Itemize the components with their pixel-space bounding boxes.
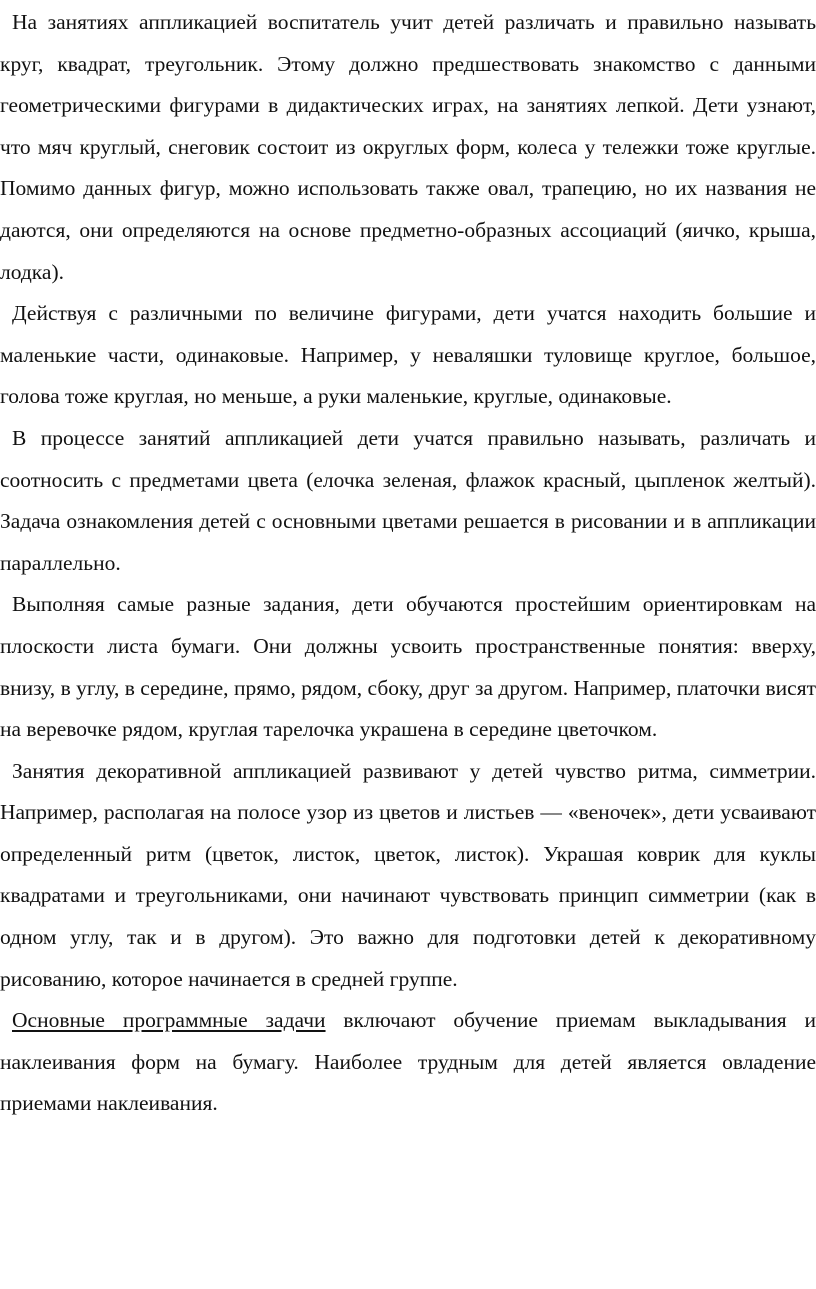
paragraph-rhythm-symmetry: Занятия декоративной аппликацией развивают у детей чувство ритма, симметрии. Например, располагая на полосе узор из цветов и листьев — «веночек», дети усваивают определенный ритм (цветок, листок, цветок, листок). Украшая коврик для куклы квадратами и треугольниками, они начинают чувствовать принцип симметрии (как в одном углу, так и в другом). Это важно для подготовки детей к декоративному рисованию, которое начинается в средней группе. [0,758,816,991]
paragraph-program-tasks-text: включают обучение приемам выкладывания и наклеивания форм на бумагу. Наиболее трудным для детей является овладение приемами наклеивания. [0,1008,816,1116]
paragraph-orientation: Выполняя самые разные задания, дети обучаются простейшим ориентировкам на плоскости листа бумаги. Они должны усвоить пространственные понятия: вверху, внизу, в углу, в середине, прямо, рядом, сбоку, друг за другом. Например, платочки висят на веревочке рядом, круглая тарелочка украшена в середине цветочком. [0,592,816,742]
paragraph-program-tasks [0,1000,816,1125]
underlined-heading: Основные программные задачи [12,1008,326,1033]
paragraph-sizes: Действуя с различными по величине фигурами, дети учатся находить большие и маленькие части, одинаковые. Например, у неваляшки туловище круглое, большое, голова тоже круглая, но меньше, а руки маленькие, круглые, одинаковые. [0,301,816,409]
paragraph-colors: В процессе занятий аппликацией дети учатся правильно называть, различать и соотносить с предметами цвета (елочка зеленая, флажок красный, цыпленок желтый). Задача ознакомления детей с основными цветами решается в рисовании и в аппликации параллельно. [0,425,816,575]
paragraph-shapes: На занятиях аппликацией воспитатель учит детей различать и правильно называть круг, квадрат, треугольник. Этому должно предшествовать знакомство с данными геометрическими фигурами в дидактических играх, на занятиях лепкой. Дети узнают, что мяч круглый, снеговик состоит из округлых форм, колеса у тележки тоже круглые. Помимо данных фигур, можно использовать также овал, трапецию, но их названия не даются, они определяются на основе предметно-образных ассоциаций (яичко, крыша, лодка). [0,10,816,284]
